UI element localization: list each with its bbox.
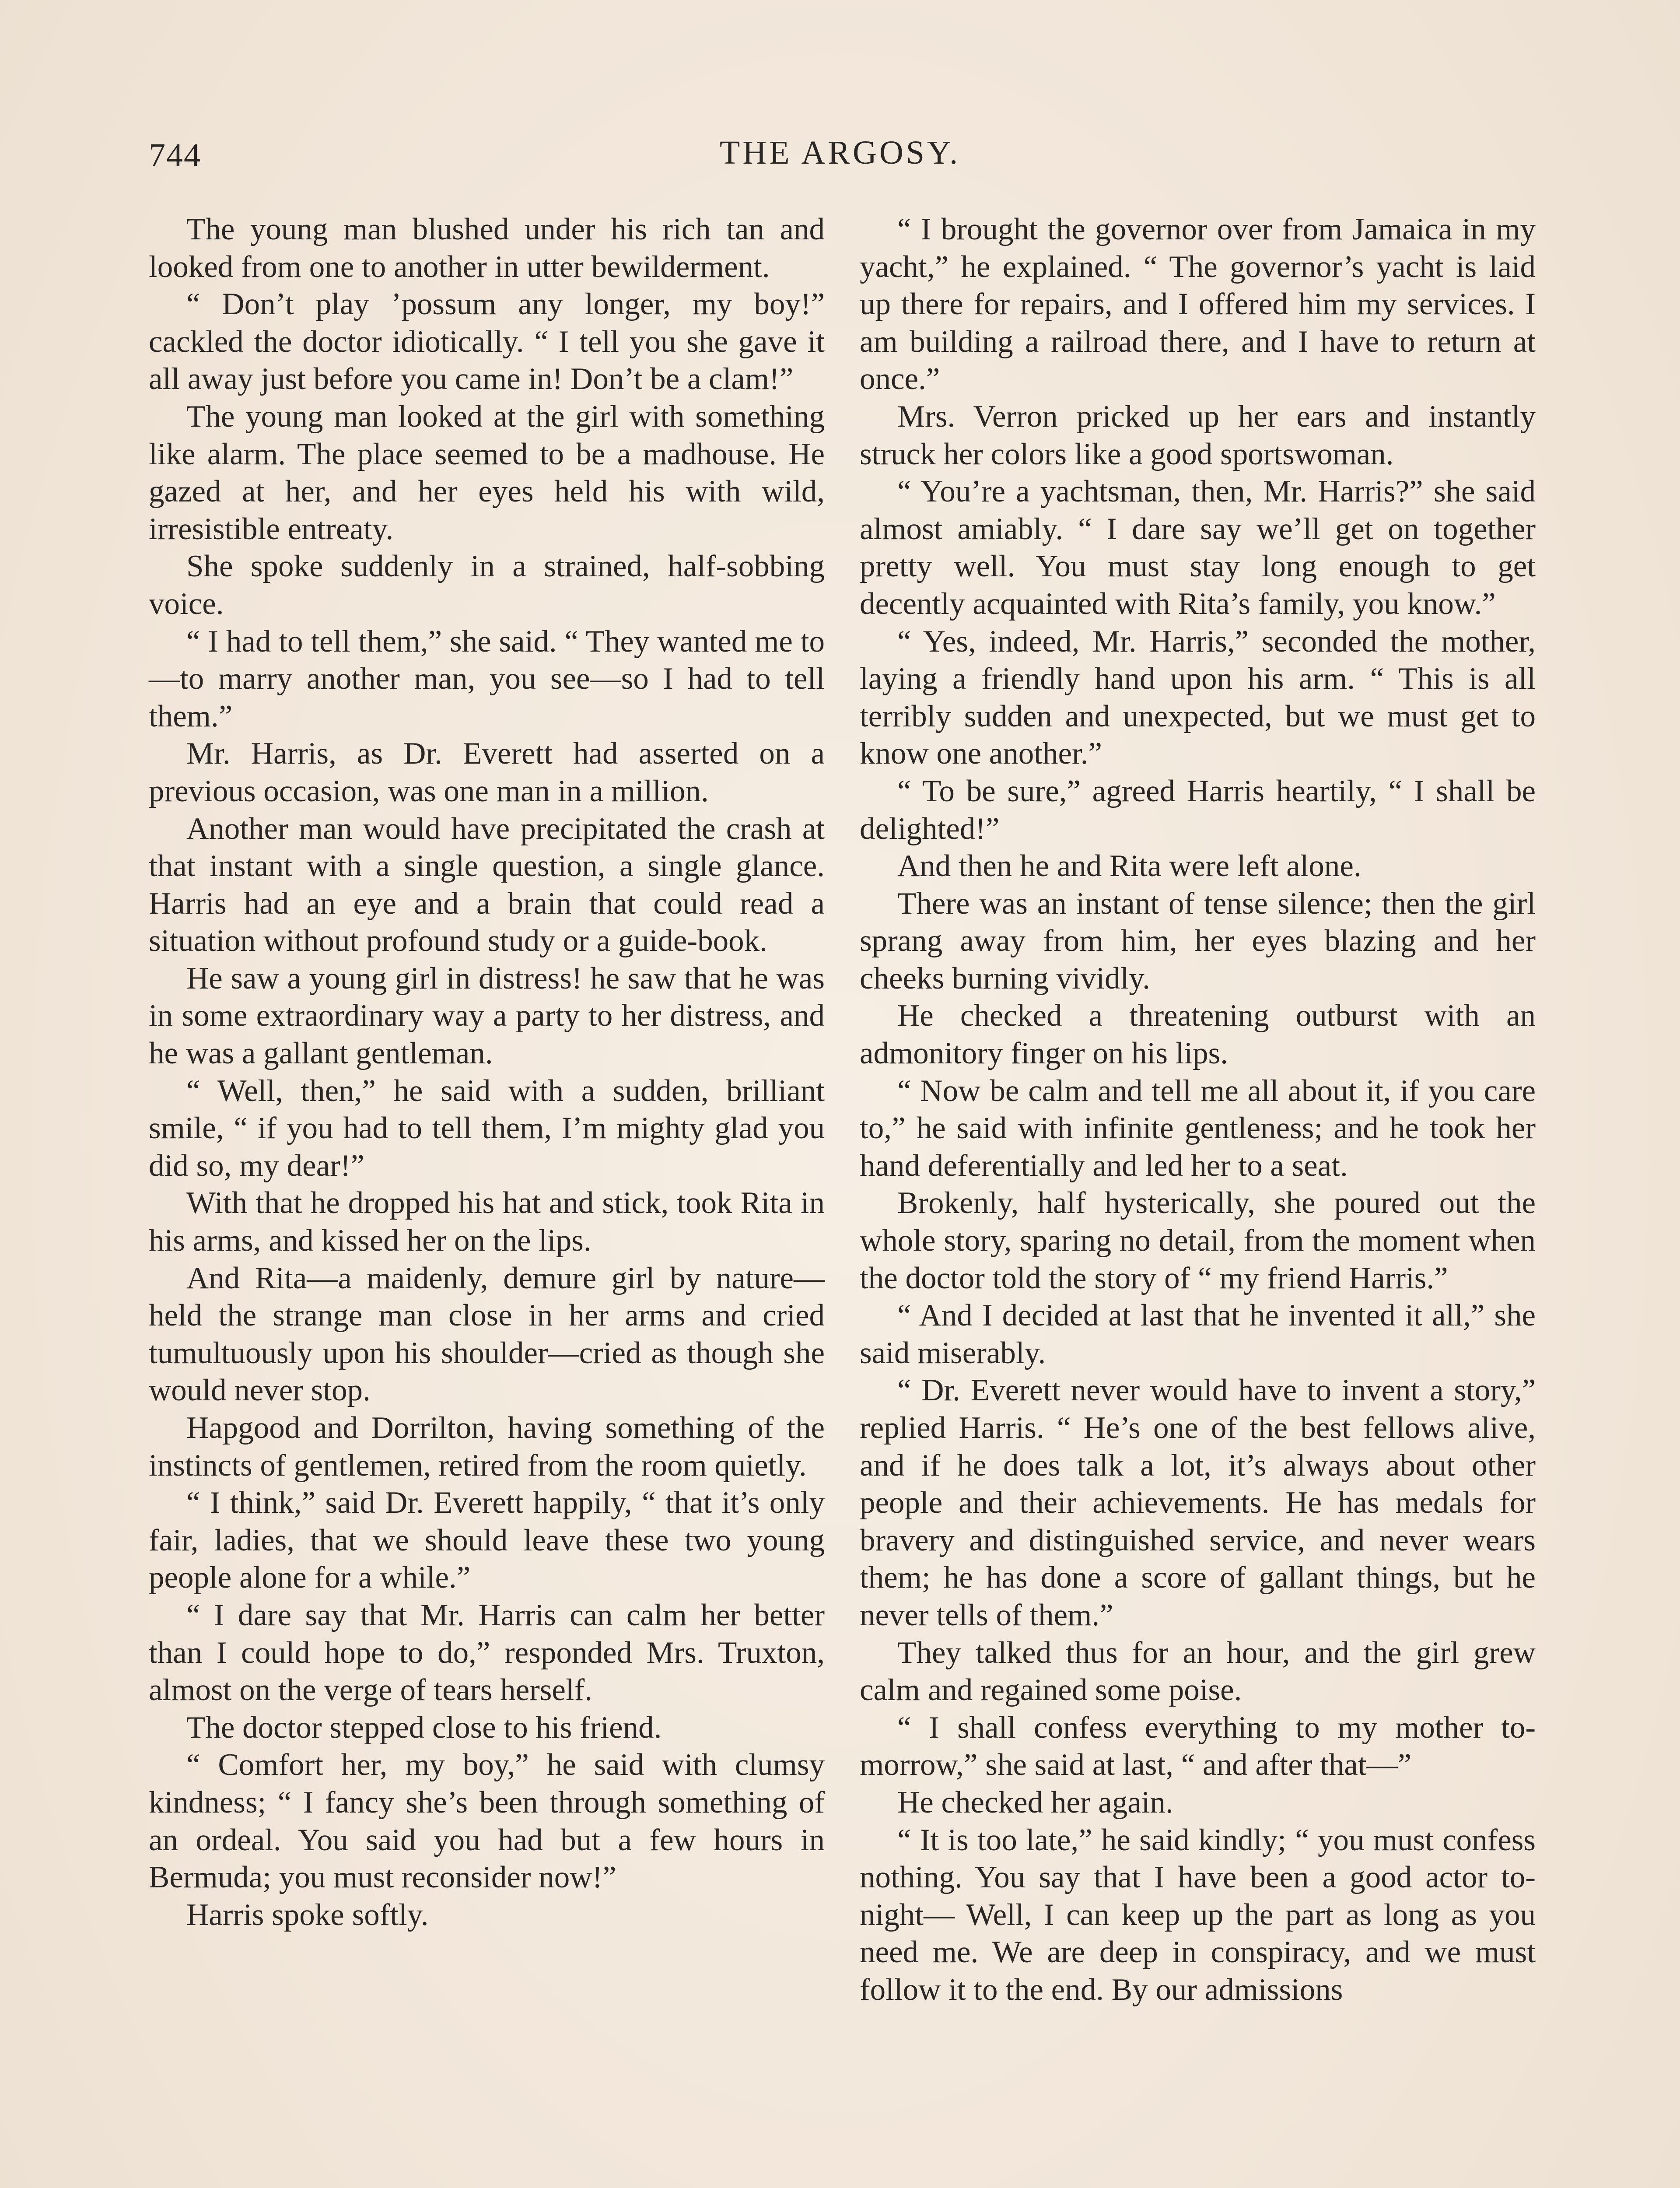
paragraph: The young man looked at the girl with something like alarm. The place seemed to be a madhouse. He gazed at her, and her eyes held his with wild, irresistible entreaty. bbox=[149, 399, 825, 546]
paragraph: He checked a threatening outburst with an admonitory finger on his lips. bbox=[860, 999, 1536, 1071]
paragraph: “ Dr. Everett never would have to invent a story,” replied Harris. “ He’s one of the best fellows alive, and if he does talk a lot, it’s always about other people and their achievements. He has medals for bravery and distinguished service, and never wears them; he has done a score of gallant things, but he never tells of them.” bbox=[860, 1373, 1536, 1632]
paragraph: He checked her again. bbox=[897, 1785, 1173, 1820]
paragraph: “ And I decided at last that he invented it all,” she said miserably. bbox=[860, 1298, 1536, 1370]
paragraph: Harris spoke softly. bbox=[186, 1897, 429, 1932]
paragraph: He saw a young girl in distress! he saw that he was in some extraordinary way a party to her distress, and he was a gallant gentleman. bbox=[149, 961, 825, 1071]
paragraph: Mr. Harris, as Dr. Everett had asserted on a previous occasion, was one man in a million. bbox=[149, 736, 825, 808]
paragraph: Hapgood and Dorrilton, having something of the instincts of gentlemen, retired from the room quietly. bbox=[149, 1411, 825, 1483]
paragraph: Mrs. Verron pricked up her ears and instantly struck her colors like a good sportswoman. bbox=[860, 399, 1536, 471]
paragraph: “ Well, then,” he said with a sudden, brilliant smile, “ if you had to tell them, I’m mighty glad you did so, my dear!” bbox=[149, 1073, 825, 1183]
paragraph: “ I dare say that Mr. Harris can calm her better than I could hope to do,” responded Mrs. Truxton, almost on the verge of tears herself. bbox=[149, 1598, 825, 1708]
right-column bbox=[860, 211, 1536, 2009]
paragraph: And Rita—a maidenly, demure girl by nature—held the strange man close in her arms and cried tumultuously upon his shoulder—cried as though she would never stop. bbox=[149, 1261, 825, 1408]
paragraph: “ It is too late,” he said kindly; “ you must confess nothing. You say that I have been a good actor to-night— Well, I can keep up the part as long as you need me. We are deep in conspiracy, and we must follow it to the end. By our admissions bbox=[860, 1823, 1536, 2007]
running-head: THE ARGOSY. bbox=[719, 134, 961, 171]
paragraph: She spoke suddenly in a strained, half-sobbing voice. bbox=[149, 549, 825, 621]
paragraph: “ Now be calm and tell me all about it, if you care to,” he said with infinite gentleness; and he took her hand deferentially and led her to a seat. bbox=[860, 1073, 1536, 1183]
paragraph: There was an instant of tense silence; then the girl sprang away from him, her eyes blazing and her cheeks burning vividly. bbox=[860, 886, 1536, 996]
paragraph: The young man blushed under his rich tan and looked from one to another in utter bewilderment. bbox=[149, 212, 825, 284]
paragraph: “ Don’t play ’possum any longer, my boy!” cackled the doctor idiotically. “ I tell you she gave it all away just before you came in! Don’t be a clam!” bbox=[149, 287, 825, 396]
paragraph: “ Comfort her, my boy,” he said with clumsy kindness; “ I fancy she’s been through something of an ordeal. You said you had but a few hours in Bermuda; you must reconsider now!” bbox=[149, 1748, 825, 1895]
paragraph: They talked thus for an hour, and the girl grew calm and regained some poise. bbox=[860, 1635, 1536, 1708]
paragraph: “ I shall confess everything to my mother to-morrow,” she said at last, “ and after that—” bbox=[860, 1710, 1536, 1782]
paragraph: Brokenly, half hysterically, she poured out the whole story, sparing no detail, from the moment when the doctor told the story of “ my friend Harris.” bbox=[860, 1186, 1536, 1295]
left-column bbox=[149, 211, 825, 1934]
paragraph: “ I had to tell them,” she said. “ They wanted me to—to marry another man, you see—so I had to tell them.” bbox=[149, 624, 825, 733]
paragraph: “ To be sure,” agreed Harris heartily, “ I shall be delighted!” bbox=[860, 774, 1536, 846]
paragraph: “ I think,” said Dr. Everett happily, “ that it’s only fair, ladies, that we should leave these two young people alone for a while.” bbox=[149, 1486, 825, 1595]
paragraph: “ I brought the governor over from Jamaica in my yacht,” he explained. “ The governor’s yacht is laid up there for repairs, and I offered him my services. I am building a railroad there, and I have to return at once.” bbox=[860, 212, 1536, 396]
paragraph: With that he dropped his hat and stick, took Rita in his arms, and kissed her on the lips. bbox=[149, 1186, 825, 1258]
paragraph: The doctor stepped close to his friend. bbox=[186, 1710, 662, 1745]
paragraph: Another man would have precipitated the crash at that instant with a single question, a single glance. Harris had an eye and a brain that could read a situation without profound study or a guide-book. bbox=[149, 811, 825, 958]
paragraph: And then he and Rita were left alone. bbox=[897, 849, 1362, 884]
page-number: 744 bbox=[149, 137, 201, 174]
paragraph: “ You’re a yachtsman, then, Mr. Harris?” she said almost amiably. “ I dare say we’ll get on together pretty well. You must stay long enough to get decently acquainted with Rita’s family, you know.” bbox=[860, 474, 1536, 621]
paragraph: “ Yes, indeed, Mr. Harris,” seconded the mother, laying a friendly hand upon his arm. “ This is all terribly sudden and unexpected, but we must get to know one another.” bbox=[860, 624, 1536, 771]
